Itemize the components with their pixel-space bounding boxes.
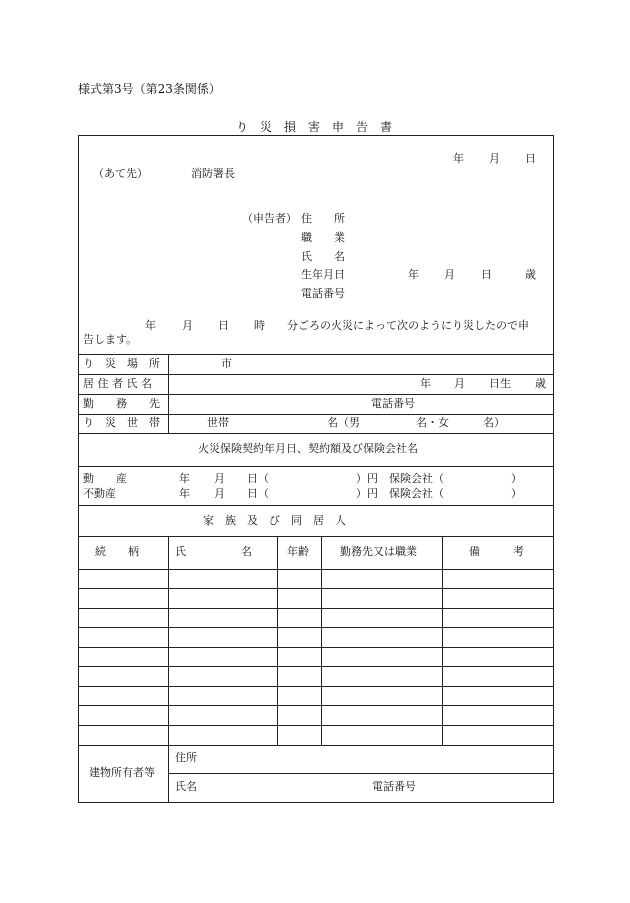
owner-phone-label: 電話番号 <box>372 780 416 793</box>
col-remarks: 備 考 <box>469 545 524 558</box>
owner-label: 建物所有者等 <box>89 766 155 779</box>
insurance-heading: 火災保険契約年月日、契約額及び保険会社名 <box>198 442 418 455</box>
household-unit: 世帯 <box>207 416 229 429</box>
declarant-label: （申告者） <box>242 212 297 225</box>
household-close: 名） <box>483 416 505 429</box>
movable-year: 年 <box>179 472 190 485</box>
immovable-yen: ）円 <box>356 487 378 500</box>
col-name: 氏 名 <box>175 545 252 558</box>
family-row[interactable] <box>79 627 553 646</box>
movable-month: 月 <box>214 472 225 485</box>
movable-close: ） <box>511 472 522 485</box>
immovable-close: ） <box>511 487 522 500</box>
declarant-name-label: 氏 名 <box>301 250 345 263</box>
immovable-label: 不動産 <box>83 487 116 500</box>
resident-age: 歳 <box>535 377 546 390</box>
movable-day: 日（ <box>247 472 269 485</box>
resident-label: 居 住 者 氏 名 <box>83 377 152 390</box>
addressee-prefix: （あて先） <box>93 167 148 180</box>
col-age: 年齢 <box>287 545 309 558</box>
addressee: 消防署長 <box>191 167 235 180</box>
form-number: 様式第3号（第23条関係） <box>78 82 221 96</box>
resident-year: 年 <box>420 377 431 390</box>
owner-name-label: 氏名 <box>175 780 197 793</box>
household-label: り 災 世 帯 <box>83 416 160 429</box>
family-row[interactable] <box>79 705 553 724</box>
declarant-occupation-label: 職 業 <box>301 231 345 244</box>
damage-report-form <box>78 135 554 803</box>
family-row[interactable] <box>79 588 553 607</box>
location-label: り 災 場 所 <box>83 357 160 370</box>
declarant-birthdate-label: 生年月日 <box>301 268 345 281</box>
statement-text-2: 告します。 <box>83 333 138 346</box>
statement-month: 月 <box>182 319 193 332</box>
household-female: 名・女 <box>416 416 449 429</box>
birth-month-label: 月 <box>444 268 455 281</box>
age-unit-label: 歳 <box>525 268 536 281</box>
movable-label: 動 産 <box>83 472 127 485</box>
birth-day-label: 日 <box>481 268 492 281</box>
location-city: 市 <box>221 357 232 370</box>
family-row[interactable] <box>79 686 553 705</box>
resident-month: 月 <box>454 377 465 390</box>
family-row[interactable] <box>79 666 553 685</box>
date-year-label: 年 <box>453 152 464 165</box>
col-occupation: 勤務先又は職業 <box>340 545 417 558</box>
workplace-label: 勤 務 先 <box>83 397 160 410</box>
birth-year-label: 年 <box>408 268 419 281</box>
family-row[interactable] <box>79 647 553 666</box>
page-title: り 災 損 害 申 告 書 <box>236 120 393 134</box>
immovable-month: 月 <box>214 487 225 500</box>
immovable-company: 保険会社（ <box>389 487 444 500</box>
movable-company: 保険会社（ <box>389 472 444 485</box>
movable-yen: ）円 <box>356 472 378 485</box>
family-row[interactable] <box>79 725 553 744</box>
declarant-phone-label: 電話番号 <box>301 287 345 300</box>
household-male: 名（男 <box>327 416 360 429</box>
family-row[interactable] <box>79 608 553 627</box>
statement-year: 年 <box>145 319 156 332</box>
owner-address-label: 住所 <box>175 751 197 764</box>
statement-day: 日 <box>218 319 229 332</box>
date-month-label: 月 <box>489 152 500 165</box>
statement-text-1: 分ごろの火災によって次のようにり災したので申 <box>287 319 529 332</box>
col-relationship: 続 柄 <box>95 545 139 558</box>
immovable-day: 日（ <box>247 487 269 500</box>
family-row[interactable] <box>79 569 553 588</box>
workplace-phone: 電話番号 <box>371 397 415 410</box>
statement-hour: 時 <box>254 319 265 332</box>
family-heading: 家 族 及 び 同 居 人 <box>203 514 346 527</box>
declarant-address-label: 住 所 <box>301 212 345 225</box>
immovable-year: 年 <box>179 487 190 500</box>
resident-born: 日生 <box>489 377 511 390</box>
date-day-label: 日 <box>525 152 536 165</box>
